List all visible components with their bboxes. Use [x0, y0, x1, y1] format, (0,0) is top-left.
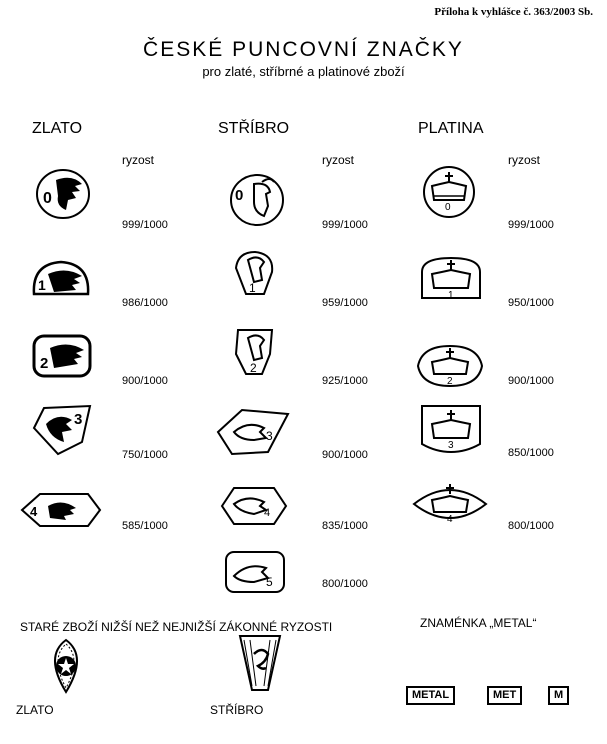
svg-text:1: 1	[38, 277, 46, 293]
eagle-oval-0-icon	[30, 166, 96, 222]
gold-value-986: 986/1000	[122, 297, 168, 309]
silver-mark-800	[220, 544, 290, 600]
goat-tag-1-icon	[222, 246, 288, 302]
gold-value-999: 999/1000	[122, 219, 168, 231]
gold-mark-750	[28, 402, 94, 458]
crown-circle-0-icon	[416, 164, 482, 220]
svg-text:5: 5	[266, 575, 273, 589]
silver-value-900: 900/1000	[322, 449, 368, 461]
eagle-arch-1-icon	[28, 252, 94, 308]
platinum-mark-900	[414, 338, 486, 394]
svg-text:0: 0	[445, 202, 451, 213]
silver-value-835: 835/1000	[322, 520, 368, 532]
svg-text:1: 1	[448, 290, 454, 301]
gold-value-900: 900/1000	[122, 375, 168, 387]
decree-reference: Příloha k vyhlášce č. 363/2003 Sb.	[434, 6, 593, 18]
svg-text:4: 4	[447, 514, 453, 525]
silver-value-800: 800/1000	[322, 578, 368, 590]
crown-arch-1-icon	[416, 250, 486, 306]
gold-value-585: 585/1000	[122, 520, 168, 532]
goat-oval-0-icon	[224, 172, 290, 228]
old-gold-label: ZLATO	[16, 703, 54, 717]
platinum-value-850: 850/1000	[508, 447, 554, 459]
goat-hexagon-4-icon	[216, 478, 290, 534]
silver-mark-835	[216, 478, 290, 534]
svg-text:3: 3	[448, 440, 454, 451]
metal-mark-letter: M	[548, 686, 569, 705]
svg-text:2: 2	[447, 376, 453, 387]
page-title: ČESKÉ PUNCOVNÍ ZNAČKY	[143, 38, 464, 61]
platinum-value-950: 950/1000	[508, 297, 554, 309]
gold-mark-986	[28, 252, 94, 308]
crown-square-3-icon	[416, 400, 486, 456]
platinum-heading: PLATINA	[418, 120, 484, 137]
goat-diamond-3-icon	[212, 404, 294, 460]
silver-fineness-label: ryzost	[322, 153, 355, 167]
silver-value-925: 925/1000	[322, 375, 368, 387]
old-silver-mark	[232, 632, 288, 694]
gold-fineness-label: ryzost	[122, 153, 155, 167]
old-silver-label: STŘÍBRO	[210, 703, 264, 717]
svg-text:0: 0	[43, 190, 52, 207]
gold-heading: ZLATO	[32, 120, 83, 137]
crown-lens-4-icon	[410, 476, 490, 532]
metal-marks-heading: ZNAMÉNKA „METAL“	[420, 616, 537, 630]
platinum-mark-999	[416, 164, 482, 220]
svg-text:3: 3	[266, 429, 273, 443]
old-goods-heading: STARÉ ZBOŽÍ NIŽŠÍ NEŽ NEJNIŽŠÍ ZÁKONNÉ RYZOSTI	[20, 620, 333, 634]
svg-text:4: 4	[30, 504, 38, 519]
gold-mark-585	[18, 484, 102, 540]
svg-text:0: 0	[235, 187, 244, 204]
silver-mark-900	[212, 404, 294, 460]
svg-text:2: 2	[250, 361, 257, 375]
gold-value-750: 750/1000	[122, 449, 168, 461]
svg-text:4: 4	[264, 507, 271, 519]
page-subtitle: pro zlaté, stříbrné a platinové zboží	[202, 64, 405, 79]
svg-text:1: 1	[249, 281, 256, 295]
old-gold-mark	[36, 636, 96, 696]
silver-mark-925	[222, 324, 288, 380]
eagle-rect-2-icon	[28, 328, 94, 384]
platinum-value-900: 900/1000	[508, 375, 554, 387]
eagle-hexagon-4-icon	[18, 484, 102, 540]
gold-mark-900	[28, 328, 94, 384]
svg-text:3: 3	[74, 411, 83, 428]
gold-mark-999	[30, 166, 96, 222]
platinum-mark-800	[410, 476, 490, 532]
old-gold-lens-icon	[36, 636, 96, 696]
silver-mark-959	[222, 246, 288, 302]
silver-mark-999	[224, 172, 290, 228]
goat-rect-5-icon	[220, 544, 290, 600]
platinum-fineness-label: ryzost	[508, 153, 541, 167]
silver-value-999: 999/1000	[322, 219, 368, 231]
platinum-value-999: 999/1000	[508, 219, 554, 231]
silver-value-959: 959/1000	[322, 297, 368, 309]
metal-mark-full: METAL	[406, 686, 455, 705]
svg-text:2: 2	[40, 355, 49, 372]
crown-oval-2-icon	[414, 338, 486, 394]
eagle-shield-3-icon	[28, 402, 94, 458]
platinum-value-800: 800/1000	[508, 520, 554, 532]
old-silver-trapezoid-icon	[232, 632, 288, 694]
platinum-mark-950	[416, 250, 486, 306]
silver-heading: STŘÍBRO	[218, 120, 290, 137]
goat-tag-2-icon	[222, 324, 288, 380]
metal-mark-short: MET	[487, 686, 522, 705]
platinum-mark-850	[416, 400, 486, 456]
